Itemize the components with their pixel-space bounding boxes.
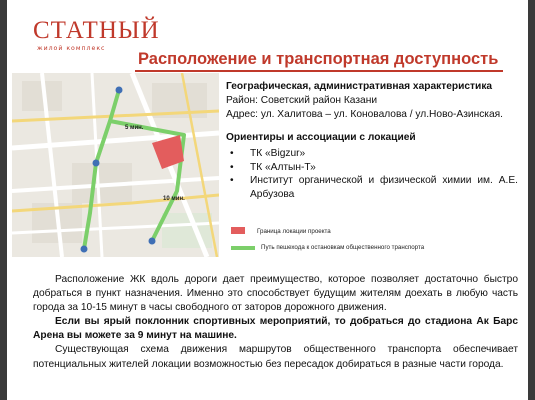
logo-word: СТАТНЫЙ [33, 17, 160, 44]
logo-subtitle: жилой комплекс [37, 45, 106, 52]
address-line: Адрес: ул. Халитова – ул. Коновалова / ул.Ново-Азинская. [226, 109, 504, 120]
district-line: Район: Советский район Казани [226, 95, 378, 106]
legend-path-label: Путь пешехода к остановкам общественного транспорта [261, 244, 425, 251]
title-underline [135, 70, 503, 72]
list-item: • ТК «Алтын-Т» [226, 161, 518, 175]
map-label-10min: 10 мин. [163, 196, 185, 202]
landmarks-list [226, 147, 518, 201]
legend-boundary-label: Граница локации проекта [257, 228, 331, 235]
paragraph: Существующая схема движения маршрутов общественного транспорта обеспечивает потенциальных жителей локации возможностью без пересадок добираться в разные части города. [33, 344, 518, 370]
map-graphic [12, 73, 219, 257]
location-map [12, 73, 219, 257]
body-text [33, 273, 518, 372]
info-heading: Географическая, административная характеристика [226, 81, 493, 92]
paragraph-bold: Если вы ярый поклонник спортивных мероприятий, то добраться до стадиона Ак Барс Арена вы можете за 9 минут на машине. [33, 316, 518, 342]
boundary-swatch [231, 227, 245, 234]
path-swatch [231, 246, 255, 250]
document-page [7, 0, 528, 400]
info-block [226, 80, 518, 201]
list-item: • ТК «Bigzur» [226, 147, 518, 161]
page-title: Расположение и транспортная доступность [138, 50, 499, 68]
logo [33, 18, 160, 52]
landmarks-heading: Ориентиры и ассоциации с локацией [226, 132, 416, 143]
list-item: • Институт органической и физической химии им. А.Е. Арбузова [226, 174, 518, 201]
map-label-5min: 5 мин. [125, 125, 144, 131]
paragraph: Расположение ЖК вдоль дороги дает преимущество, которое позволяет достаточно быстро добраться в пункт назначения. Именно это способствует будущим жителям доехать в любую часть города за 10-15 минут в часы свободного от заторов дорожного движения. [33, 274, 518, 314]
